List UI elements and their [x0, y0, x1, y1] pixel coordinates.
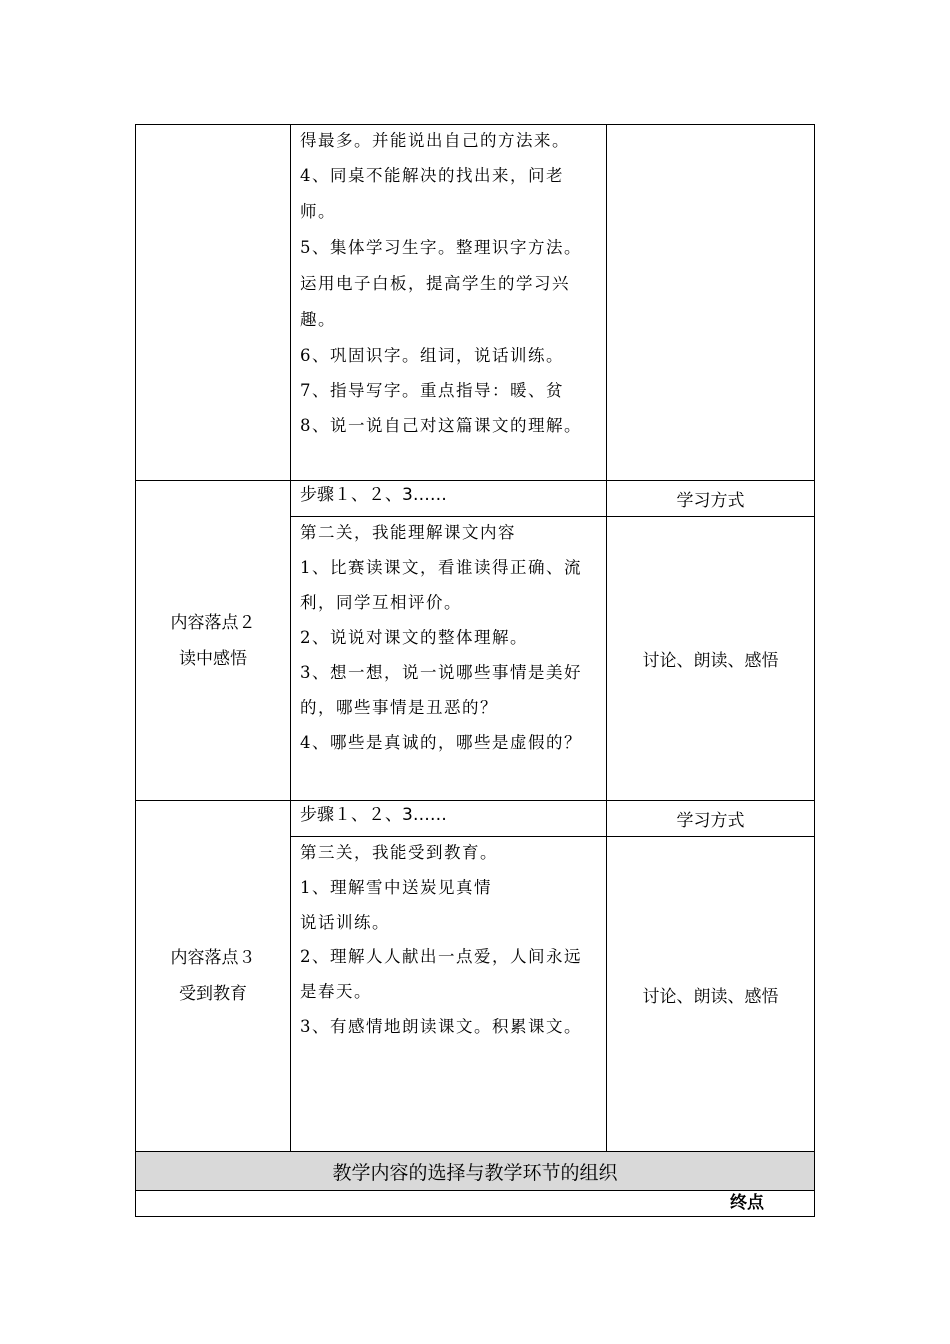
step-line: 运用电子白板，提高学生的学习兴 — [300, 274, 570, 293]
step-line: 5、集体学习生字。整理识字方法。 — [300, 238, 582, 257]
step-line: 4、同桌不能解决的找出来，问老 — [300, 166, 564, 185]
method-header: 学习方式 — [676, 811, 745, 831]
step-line: 说话训练。 — [300, 913, 390, 932]
step-line: 6、巩固识字。组词，说话训练。 — [300, 346, 564, 365]
step-line: 3、有感情地朗读课文。积累课文。 — [300, 1017, 582, 1036]
step-line: 3、想一想，说一说哪些事情是美好 — [300, 663, 582, 682]
learning-method: 讨论、朗读、感悟 — [642, 986, 779, 1007]
content-point-subtitle: 读中感悟 — [179, 648, 247, 669]
step-line: 8、说一说自己对这篇课文的理解。 — [300, 416, 582, 435]
content-point-label: 内容落点２ — [170, 612, 256, 633]
section2-steps — [300, 517, 605, 800]
content-point-subtitle: 受到教育 — [179, 984, 247, 1004]
section-title: 教学内容的选择与教学环节的组织 — [332, 1161, 618, 1184]
step-line: 1、比赛读课文，看谁读得正确、流 — [300, 558, 582, 577]
content-point-2-label — [136, 481, 290, 800]
section3-steps — [300, 837, 605, 1151]
learning-method: 讨论、朗读、感悟 — [642, 651, 779, 671]
endpoint-label: 终点 — [730, 1193, 764, 1213]
step-line: 第三关，我能受到教育。 — [300, 843, 498, 862]
step-line: 1、理解雪中送炭见真情 — [300, 878, 492, 897]
step-line: 是春天。 — [300, 982, 372, 1001]
step-line: 得最多。并能说出自己的方法来。 — [300, 131, 570, 150]
step-line: 2、说说对课文的整体理解。 — [300, 628, 528, 647]
step-line: 趣。 — [300, 310, 336, 329]
method-header: 学习方式 — [676, 491, 745, 511]
steps-header: 步骤１、２、3…… — [300, 805, 447, 825]
step-line: 第二关，我能理解课文内容 — [300, 523, 516, 542]
step-line: 师。 — [300, 202, 336, 221]
step-line: 利，同学互相评价。 — [300, 593, 462, 612]
step-line: 的，哪些事情是丑恶的？ — [300, 698, 498, 717]
step-line: 2、理解人人献出一点爱，人间永远 — [300, 947, 582, 966]
content-point-label: 内容落点３ — [170, 948, 256, 968]
section1-steps — [300, 124, 605, 480]
step-line: 7、指导写字。重点指导：暖、贫 — [300, 381, 564, 400]
content-point-3-label — [136, 801, 290, 1151]
steps-header: 步骤１、２、3…… — [300, 485, 447, 505]
step-line: 4、哪些是真诚的，哪些是虚假的？ — [300, 733, 582, 752]
